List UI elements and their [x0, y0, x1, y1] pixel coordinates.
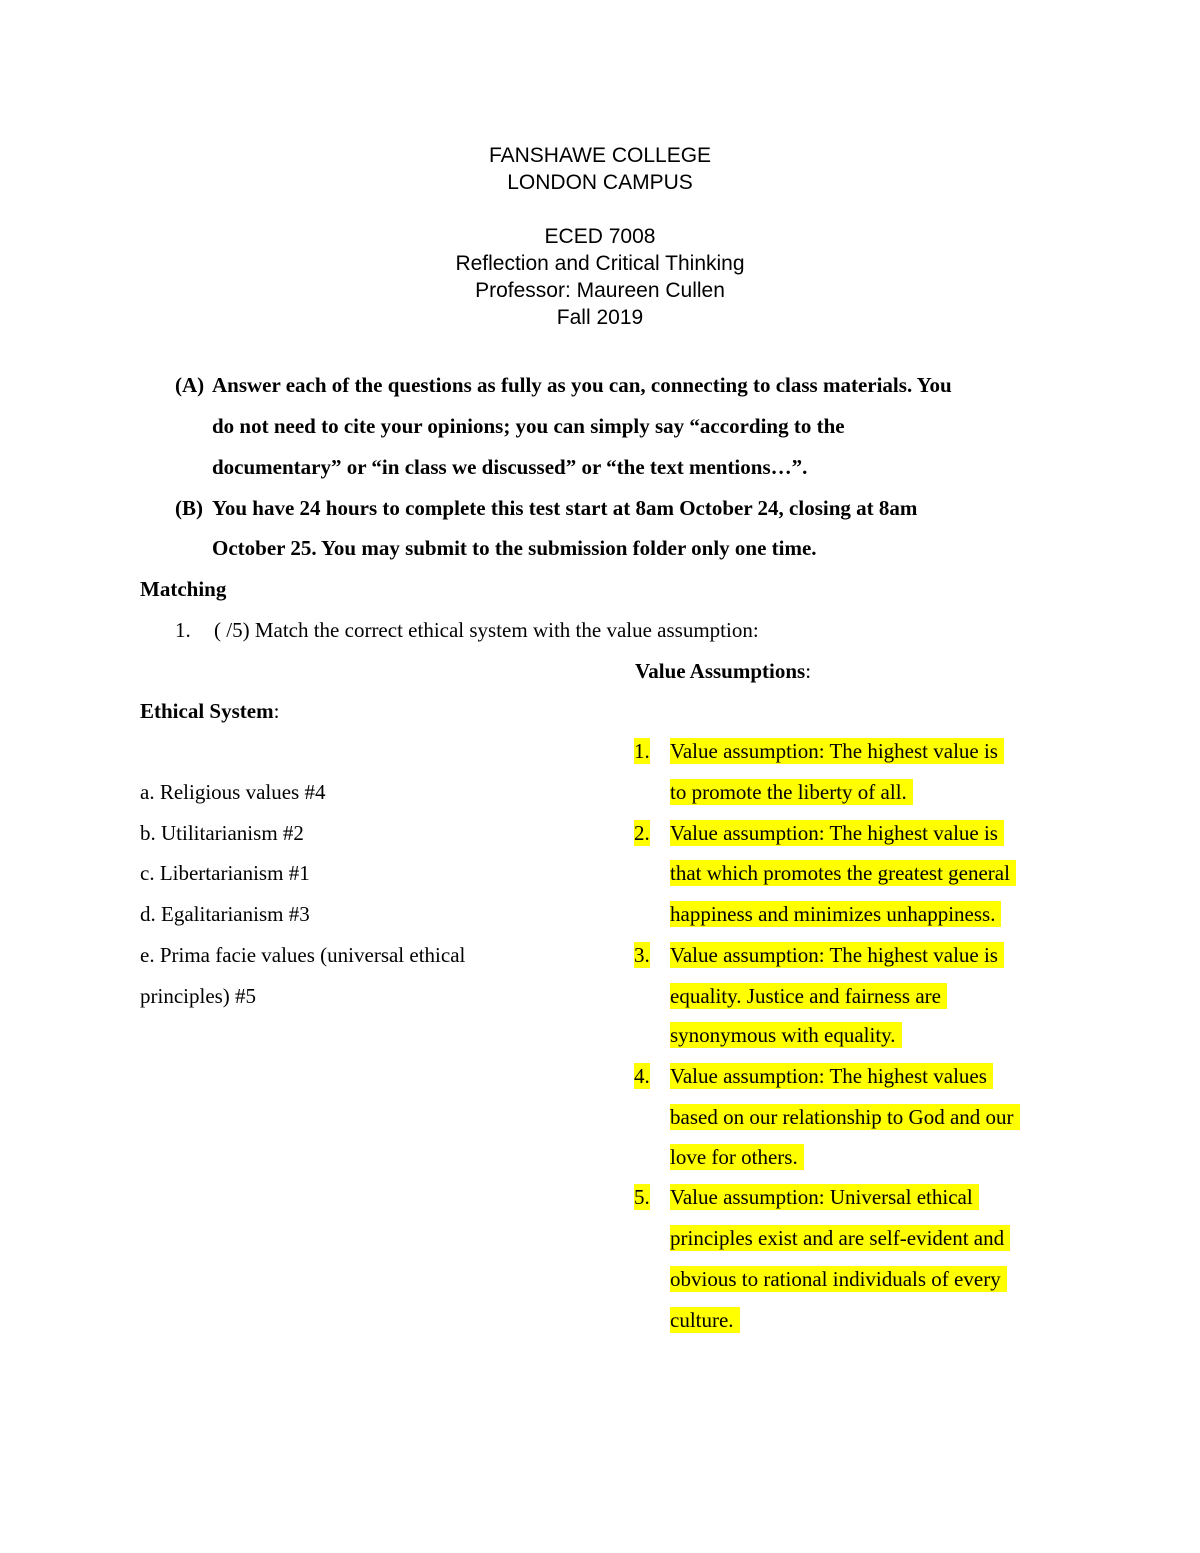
- value-assumption-line-text: obvious to rational individuals of every: [670, 1266, 1007, 1292]
- value-assumptions-heading: [635, 657, 811, 685]
- value-assumption-line-text: based on our relationship to God and our: [670, 1104, 1020, 1130]
- value-assumption-line-text: equality. Justice and fairness are: [670, 983, 947, 1009]
- value-assumption-number-text: 5.: [634, 1185, 650, 1209]
- value-assumption-line-text: Value assumption: The highest value is: [670, 738, 1004, 764]
- value-assumption-line: [670, 1265, 1007, 1293]
- ethical-system-item: b. Utilitarianism #2: [140, 821, 304, 845]
- college-name: FANSHAWE COLLEGE: [488, 144, 712, 167]
- value-assumption-line-text: love for others.: [670, 1144, 804, 1170]
- value-assumption-line: [670, 737, 1004, 765]
- value-assumption-number: [634, 1062, 650, 1090]
- value-assumption-line: [670, 819, 1004, 847]
- value-assumption-line: [670, 1103, 1020, 1131]
- value-assumption-number-text: 4.: [634, 1064, 650, 1088]
- ethical-system-heading: [140, 697, 279, 725]
- course-code: ECED 7008: [544, 225, 656, 248]
- ethical-system-heading-colon: :: [273, 699, 280, 723]
- value-assumption-number-text: 2.: [634, 821, 650, 845]
- value-assumption-line: [670, 1062, 993, 1090]
- value-assumption-line-text: Value assumption: The highest value is: [670, 942, 1004, 968]
- value-assumption-line-text: that which promotes the greatest general: [670, 860, 1016, 886]
- value-assumption-number-text: 3.: [634, 943, 650, 967]
- value-assumption-line: [670, 941, 1004, 969]
- instruction-a-line1: Answer each of the questions as fully as you can, connecting to class materials. You: [212, 373, 952, 397]
- value-assumptions-heading-text: Value Assumptions: [635, 659, 806, 683]
- instruction-a-line2: do not need to cite your opinions; you can simply say “according to the: [212, 414, 845, 438]
- value-assumptions-heading-colon: :: [805, 659, 812, 683]
- value-assumption-line: [670, 900, 1001, 928]
- ethical-system-heading-text: Ethical System: [140, 699, 274, 723]
- value-assumption-line-text: principles exist and are self-evident and: [670, 1225, 1010, 1251]
- value-assumption-number-text: 1.: [634, 739, 650, 763]
- ethical-system-item: c. Libertarianism #1: [140, 861, 310, 885]
- instruction-b-line1: You have 24 hours to complete this test start at 8am October 24, closing at 8am: [212, 496, 918, 520]
- instruction-b-line2: October 25. You may submit to the submission folder only one time.: [212, 536, 817, 560]
- value-assumption-line: [670, 859, 1016, 887]
- value-assumption-line-text: Value assumption: The highest values: [670, 1063, 993, 1089]
- ethical-system-item: principles) #5: [140, 984, 257, 1008]
- value-assumption-line: [670, 1183, 979, 1211]
- value-assumption-line-text: to promote the liberty of all.: [670, 779, 913, 805]
- value-assumption-number: [634, 737, 650, 765]
- ethical-system-item: e. Prima facie values (universal ethical: [140, 943, 466, 967]
- value-assumption-line: [670, 1143, 804, 1171]
- term: Fall 2019: [556, 306, 644, 329]
- professor-name: Professor: Maureen Cullen: [475, 279, 725, 302]
- instruction-a-line3: documentary” or “in class we discussed” or “the text mentions…”.: [212, 455, 808, 479]
- value-assumption-line-text: Value assumption: The highest value is: [670, 820, 1004, 846]
- value-assumption-number: [634, 819, 650, 847]
- value-assumption-line-text: happiness and minimizes unhappiness.: [670, 901, 1001, 927]
- value-assumption-line: [670, 1306, 740, 1334]
- value-assumption-line-text: synonymous with equality.: [670, 1022, 902, 1048]
- value-assumption-number: [634, 941, 650, 969]
- ethical-system-item: a. Religious values #4: [140, 780, 326, 804]
- value-assumption-line: [670, 1021, 902, 1049]
- value-assumption-line-text: Value assumption: Universal ethical: [670, 1184, 979, 1210]
- value-assumption-number: [634, 1183, 650, 1211]
- section-title: Matching: [140, 577, 227, 601]
- value-assumption-line: [670, 1224, 1010, 1252]
- course-name: Reflection and Critical Thinking: [455, 252, 745, 275]
- question-number: 1.: [175, 618, 191, 642]
- value-assumption-line: [670, 778, 913, 806]
- instruction-b-marker: (B): [175, 496, 203, 520]
- value-assumption-line-text: culture.: [670, 1307, 740, 1333]
- campus-name: LONDON CAMPUS: [507, 171, 693, 194]
- ethical-system-item: d. Egalitarianism #3: [140, 902, 310, 926]
- instruction-a-marker: (A): [175, 373, 205, 397]
- value-assumption-line: [670, 982, 947, 1010]
- question-text: ( /5) Match the correct ethical system with the value assumption:: [214, 618, 759, 642]
- document-header: [0, 142, 1200, 331]
